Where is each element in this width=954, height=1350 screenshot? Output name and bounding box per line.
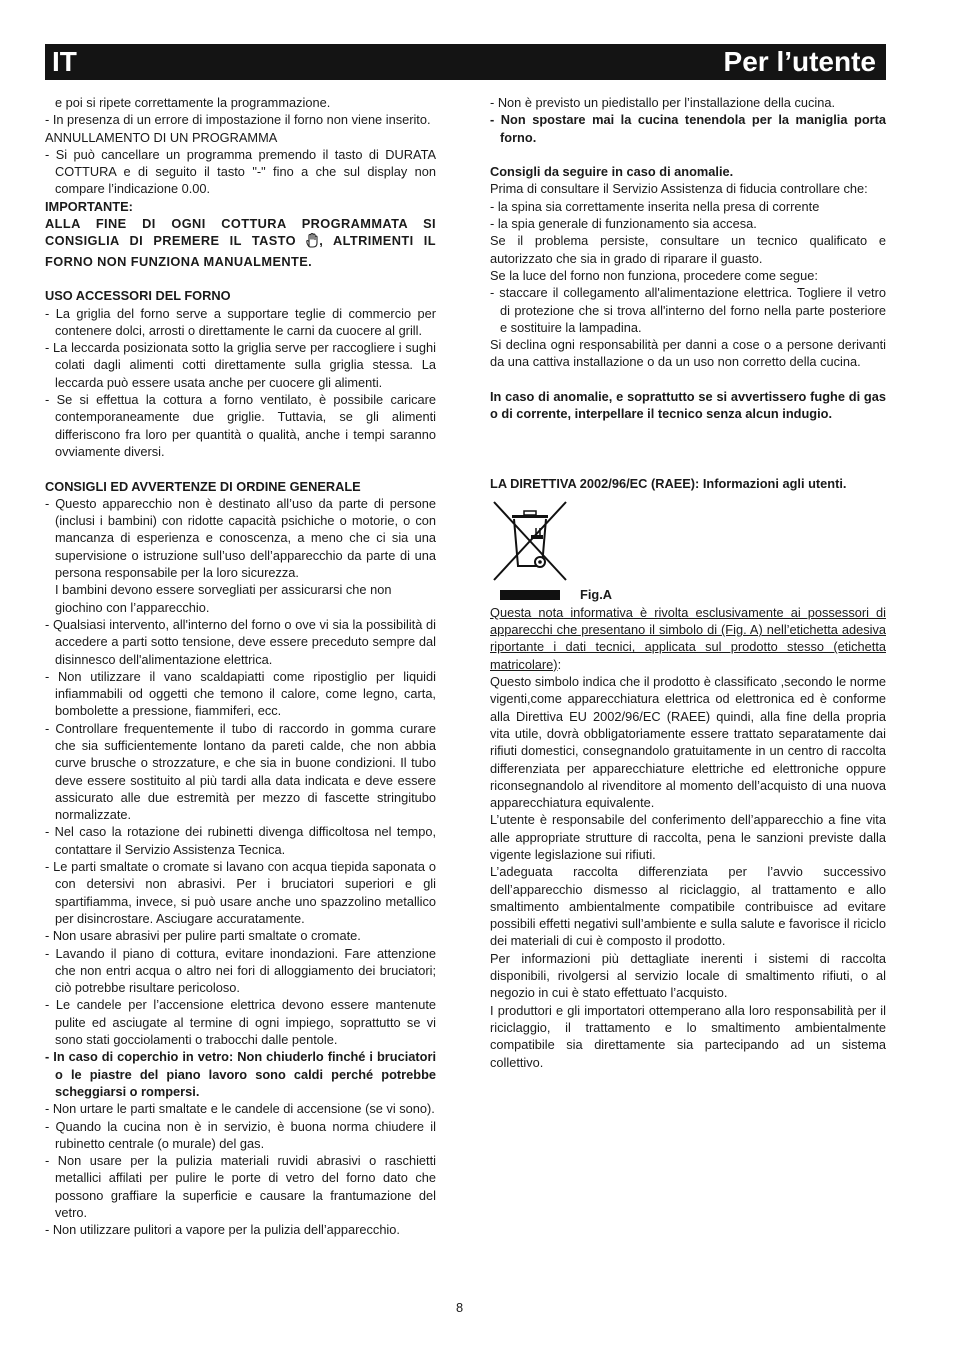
paragraph: L’adeguata raccolta differenziata per l’avvio successivo dell’apparecchio dismesso al riciclaggio, al trattamento e allo smaltimento ambientalmente compatibile contribuisce ad evitare possibili effetti negativi sull’ambiente e sulla salute e favorisce il riciclo dei materiali di cui è composto il prodotto. — [490, 864, 886, 949]
crossed-bin-icon — [490, 500, 570, 582]
hand-icon — [306, 233, 319, 252]
section-heading: ANNULLAMENTO DI UN PROGRAMMA — [45, 129, 278, 145]
list-item: - Non urtare le parti smaltate e le candele di accensione (se vi sono). — [45, 1101, 435, 1117]
figure-label: Fig.A — [580, 586, 612, 602]
list-item: - La leccarda posizionata sotto la griglia serve per raccogliere i sughi colati dagli alimenti cotti direttamente sulla griglia stessa. La leccarda può essere usata anche per cuocere gli alimenti. — [45, 340, 436, 390]
list-item-bold: - Non spostare mai la cucina tenendola per la maniglia porta forno. — [490, 112, 886, 145]
list-item: - Non usare per la pulizia materiali ruvidi abrasivi o raschietti metallici affilati per pulire le porte di vetro del forno dato che possono graffiare la superficie e causare la frantumazione del vetro. — [45, 1153, 436, 1220]
list-item: - Lavando il piano di cottura, evitare inondazioni. Fare attenzione che non entri acqua o altro nei fori di alloggiamento dei bruciatori; ciò potrebbe risultare pericoloso. — [45, 945, 436, 996]
list-item: - La griglia del forno serve a supportare teglie di commercio per contenere dolci, arrosti o direttamente le carni da cuocere al grill. — [45, 305, 436, 338]
paragraph: Prima di consultare il Servizio Assistenza di fiducia controllare che: — [490, 181, 868, 197]
list-item: - Non usare abrasivi per pulire parti smaltate o cromate. — [45, 928, 361, 944]
section-heading: LA DIRETTIVA 2002/96/EC (RAEE): Informazioni agli utenti. — [490, 475, 847, 491]
section-heading: USO ACCESSORI DEL FORNO — [45, 288, 231, 304]
paragraph — [490, 604, 886, 673]
black-bar-symbol — [500, 590, 560, 600]
underlined-note: Questa nota informativa è rivolta esclusivamente ai possessori di apparecchi che presentano il simbolo di (Fig. A) nell’etichetta adesiva riportante i dati tecnici, applicata sul prodotto stesso (etichetta matricolare) — [490, 604, 886, 672]
spacer — [490, 146, 886, 163]
important-text-end: , ALTRIMENTI IL FORNO NON FUNZIONA MANUALMENTE. — [45, 233, 436, 269]
paragraph: e poi si ripete correttamente la programmazione. — [55, 95, 331, 110]
paragraph: I produttori e gli importatori ottemperano alla loro responsabilità per il riciclaggio, il trattamento e lo smaltimento ambientalmente compatibile sia direttamente sia partecipando ad un sistema collettivo. — [490, 1002, 886, 1070]
spacer — [490, 423, 886, 440]
right-column — [490, 94, 886, 1071]
list-item: - Qualsiasi intervento, all'interno del forno o ove vi sia la possibilità di accedere a parti sotto tensione, deve essere preceduto sempre dal disinnesco dell'alimentazione elettrica. — [45, 616, 436, 667]
list-item: - Quando la cucina non è in servizio, è buona norma chiudere il rubinetto centrale (o murale) del gas. — [45, 1118, 436, 1151]
list-item: - Le candele per l’accensione elettrica devono essere mantenute pulite ed asciugate al termine di ogni impiego, soprattutto se vi sono stati gocciolamenti o trabocchi dalle pentole. — [45, 997, 436, 1048]
spacer — [490, 457, 886, 474]
spacer — [490, 440, 886, 457]
page-number: 8 — [456, 1300, 464, 1315]
list-item: - Si può cancellare un programma premendo il tasto di DURATA COTTURA e di seguito il tasto "-" fino a che sul display non compare l’indicazione 0.00. — [45, 146, 436, 197]
paragraph: Per informazioni più dettagliate inerenti i sistemi di raccolta disponibili, rivolgersi al servizio locale di smaltimento rifiuti, o al negozio in cui è stato effettuato l’acquisto. — [490, 950, 886, 1001]
paragraph: I bambini devono essere sorvegliati per assicurarsi che non giochino con l’apparecchio. — [55, 582, 392, 615]
paragraph: L’utente è responsabile del conferimento dell’apparecchio a fine vita alle appropriate strutture di raccolta, pena le sanzioni previste dalla vigente legislazione sui rifiuti. — [490, 812, 886, 862]
list-item: - Non è previsto un piedistallo per l’installazione della cucina. — [490, 95, 835, 110]
paragraph: Se il problema persiste, consultare un tecnico qualificato e autorizzato che sia in grado di riparare il guasto. — [490, 233, 886, 266]
section-heading: Consigli da seguire in caso di anomalie. — [490, 164, 734, 180]
list-item: - Se si effettua la cottura a forno ventilato, è possibile caricare contemporaneamente due griglie. Tuttavia, se gli alimenti differiscono fra loro per quantità o qualità, anche i tempi saranno ovviamente diversi. — [45, 392, 436, 459]
page-header — [45, 44, 886, 80]
list-item: - Le parti smaltate o cromate si lavano con acqua tiepida saponata o con detersivi non abrasivi. Per i bruciatori superiori e gli spartifiamma, invece, si può usare anche uno spazzolino metallico per disincrostare. Asciugare accuratamente. — [45, 859, 436, 926]
list-item: - Non utilizzare pulitori a vapore per la pulizia dell’apparecchio. — [45, 1222, 400, 1238]
list-item: - la spia generale di funzionamento sia accesa. — [490, 216, 757, 232]
list-item: - Nel caso la rotazione dei rubinetti divenga difficoltosa nel tempo, contattare il Servizio Assistenza Tecnica. — [45, 824, 436, 857]
important-label: IMPORTANTE: — [45, 198, 133, 214]
warning-paragraph: In caso di anomalie, e soprattutto se si avvertissero fughe di gas o di corrente, interpellare il tecnico senza alcun indugio. — [490, 389, 886, 422]
list-item-bold: - In caso di coperchio in vetro: Non chiuderlo finché i bruciatori o le piastre del piano lavoro sono caldi perché potrebbe scheggiarsi o rompersi. — [45, 1049, 436, 1099]
important-text: ALLA FINE DI OGNI COTTURA PROGRAMMATA SI CONSIGLIA DI PREMERE IL TASTO — [45, 216, 436, 249]
list-item: - In presenza di un errore di impostazione il forno non viene inserito. — [45, 112, 431, 128]
important-note — [45, 215, 436, 270]
paragraph: Se la luce del forno non funziona, procedere come segue: — [490, 267, 818, 283]
spacer — [45, 270, 436, 287]
paragraph: Questo simbolo indica che il prodotto è classificato ,secondo le norme vigenti,come apparecchiatura elettrica od elettronica ed è conforme alla Direttiva EU 2002/96/EC (RAEE) quindi, alla fine della propria vita utile, dovrà obbligatoriamente essere trattato separatamente dai rifiuti domestici, consegnandolo gratuitamente in un centro di raccolta differenziata per apparecchiature elettriche ed elettroniche oppure riconsegnandolo al rivenditore al momento dell’acquisto di una nuova apparecchiatura equivalente. — [490, 674, 886, 811]
paragraph: Si declina ogni responsabilità per danni a cose o a persone derivanti da una cattiva installazione o da un uso non corretto della cucina. — [490, 337, 886, 370]
note-end: : — [557, 656, 562, 672]
list-item: - Non utilizzare il vano scaldapiatti come ripostiglio per liquidi infiammabili od oggetti che temono il calore, come legno, carta, bombolette a pressione, fiammiferi, ecc. — [45, 668, 436, 719]
spacer — [490, 371, 886, 388]
language-code: IT — [52, 46, 77, 77]
list-item: - Controllare frequentemente il tubo di raccordo in gomma curare che sia sufficientemente lontano da pareti calde, che non abbia curve brusche o strozzature, e che sia in buone condizioni. Il tubo deve essere sostituito al più tardi alla data indicata e deve essere assicurato alle due estremità per mezzo di fascette stringitubo normalizzate. — [45, 720, 436, 823]
left-column — [45, 94, 436, 1239]
list-item: - Questo apparecchio non è destinato all’uso da parte di persone (inclusi i bambini) con ridotte capacità psichiche o motorie, o con mancanza di esperienza e conoscenza, a meno che ci sia una supervisione o istruzione sull’uso dell’apparecchio da parte di una persona responsabile per la loro sicurezza. — [45, 495, 436, 581]
list-item: - staccare il collegamento all'alimentazione elettrica. Togliere il vetro di protezione che si trova all'interno del forno nella parte posteriore e sostituire la lampadina. — [490, 285, 886, 335]
weee-figure — [490, 500, 886, 604]
section-heading: CONSIGLI ED AVVERTENZE DI ORDINE GENERALE — [45, 478, 361, 494]
page-title: Per l’utente — [723, 46, 876, 77]
spacer — [45, 460, 436, 477]
list-item: - la spina sia correttamente inserita nella presa di corrente — [490, 198, 820, 214]
